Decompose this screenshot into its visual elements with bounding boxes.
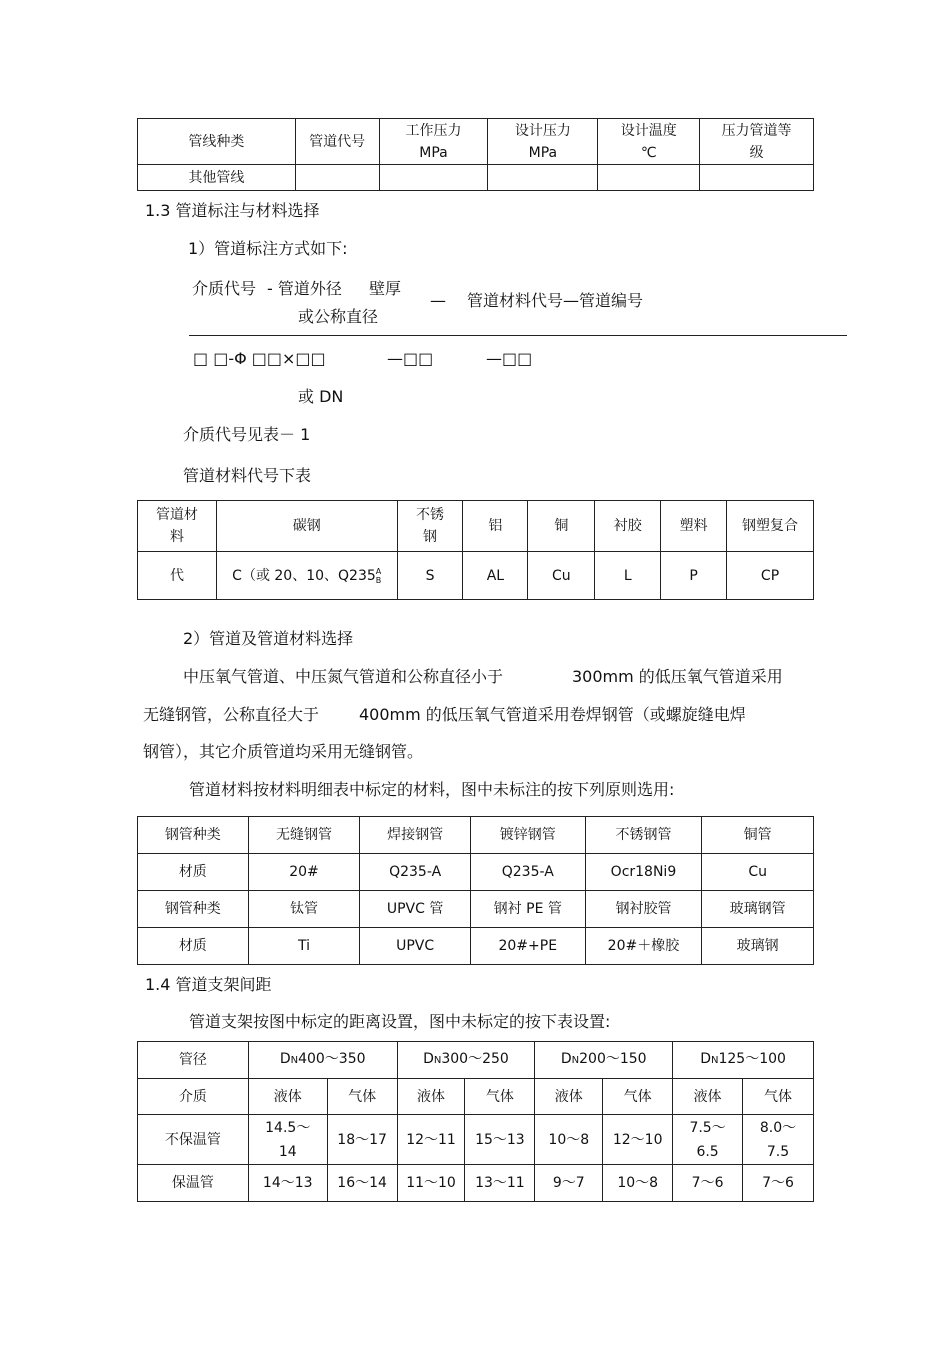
table-cell: 气体 <box>327 1079 397 1115</box>
support-paragraph: 管道支架按图中标定的距离设置，图中未标定的按下表设置: <box>189 1012 611 1031</box>
section-heading-1-4: 1.4 管道支架间距 <box>145 975 272 994</box>
header-plastic: 塑料 <box>661 501 727 552</box>
header-steel-plastic: 钢塑复合 <box>727 501 814 552</box>
table-cell: 钢衬 PE 管 <box>470 891 585 928</box>
table-cell: L <box>595 552 661 600</box>
table-cell: 其他管线 <box>138 165 296 191</box>
table-cell: 20#＋橡胶 <box>585 928 702 965</box>
label-diameter: 管径 <box>138 1042 249 1079</box>
table-cell: 钛管 <box>248 891 360 928</box>
table-cell: 14～13 <box>248 1165 327 1202</box>
table-cell <box>488 165 598 191</box>
label-bare-pipe: 不保温管 <box>138 1115 249 1165</box>
group-header: DN400～350 <box>248 1042 397 1079</box>
table-cell: Ti <box>248 928 360 965</box>
group-header: DN300～250 <box>397 1042 535 1079</box>
formula-wall: 壁厚 <box>369 279 402 298</box>
table-cell: 液体 <box>248 1079 327 1115</box>
table-cell: S <box>397 552 463 600</box>
header-working-pressure: 工作压力 MPa <box>379 119 488 165</box>
formula-material-number: 管道材料代号—管道编号 <box>467 291 644 310</box>
header-material: 管道材 料 <box>138 501 217 552</box>
table-cell: 14.5～ 14 <box>248 1115 327 1165</box>
table-cell: 16～14 <box>327 1165 397 1202</box>
table-cell: 无缝钢管 <box>248 817 360 854</box>
table-cell: 钢衬胶管 <box>585 891 702 928</box>
formula-dash: — <box>430 291 446 310</box>
formula-or-dn: 或 DN <box>298 387 344 406</box>
header-pressure-grade: 压力管道等 级 <box>700 119 814 165</box>
item-2: 2）管道及管道材料选择 <box>183 629 354 648</box>
support-spacing-table <box>137 1041 814 1202</box>
table-cell: 铜管 <box>702 817 814 854</box>
table-cell <box>700 165 814 191</box>
item-1: 1）管道标注方式如下: <box>188 239 348 258</box>
table-cell: 材质 <box>138 854 249 891</box>
table-cell: Q235-A <box>360 854 471 891</box>
paragraph-line: 中压氧气管道、中压氮气管道和公称直径小于 <box>183 667 504 686</box>
formula-medium: 介质代号 <box>192 279 257 298</box>
header-carbon-steel: 碳钢 <box>216 501 397 552</box>
table-cell: 钢管种类 <box>138 817 249 854</box>
formula-or-nominal: 或公称直径 <box>298 307 379 326</box>
table-cell: 20# <box>248 854 360 891</box>
material-code-table <box>137 500 814 600</box>
table-cell: 20#+PE <box>470 928 585 965</box>
table-cell: 代 <box>138 552 217 600</box>
paragraph-line: 管道材料按材料明细表中标定的材料，图中未标注的按下列原则选用: <box>189 780 675 799</box>
table-cell <box>295 165 379 191</box>
formula-outer-diameter: - 管道外径 <box>267 279 342 298</box>
table-cell: Ocr18Ni9 <box>585 854 702 891</box>
paragraph-line: 无缝钢管，公称直径大于 <box>143 705 320 724</box>
group-header: DN200～150 <box>535 1042 673 1079</box>
table-cell: Cu <box>702 854 814 891</box>
table-cell: 液体 <box>397 1079 465 1115</box>
table-cell: 液体 <box>673 1079 743 1115</box>
table-cell: 焊接钢管 <box>360 817 471 854</box>
label-insulated-pipe: 保温管 <box>138 1165 249 1202</box>
section-heading-1-3: 1.3 管道标注与材料选择 <box>145 201 320 220</box>
formula-boxes-a: □ □-Φ □□×□□ <box>193 349 326 368</box>
table-cell: 气体 <box>743 1079 814 1115</box>
paragraph-line: 300mm 的低压氧气管道采用 <box>572 667 783 686</box>
table-cell: 镀锌钢管 <box>470 817 585 854</box>
table-cell: C（或 20、10、Q235A B <box>216 552 397 600</box>
group-header: DN125～100 <box>673 1042 814 1079</box>
table-cell: 气体 <box>465 1079 535 1115</box>
table-cell: 钢管种类 <box>138 891 249 928</box>
steel-pipe-table <box>137 816 814 965</box>
table-cell <box>379 165 488 191</box>
pipe-class-table <box>137 118 814 191</box>
table-cell: 不锈钢管 <box>585 817 702 854</box>
header-copper: 铜 <box>528 501 595 552</box>
header-pipe-code: 管道代号 <box>295 119 379 165</box>
table-cell: 气体 <box>603 1079 673 1115</box>
table-cell: 7～6 <box>673 1165 743 1202</box>
formula-divider <box>189 335 847 336</box>
header-aluminum: 铝 <box>463 501 528 552</box>
table-cell: Q235-A <box>470 854 585 891</box>
table-cell <box>598 165 700 191</box>
paragraph-line: 钢管），其它介质管道均采用无缝钢管。 <box>143 742 424 761</box>
table-cell: 10～8 <box>603 1165 673 1202</box>
medium-code-reference: 介质代号见表－ 1 <box>183 425 311 444</box>
table-cell: Cu <box>528 552 595 600</box>
table-cell: 10～8 <box>535 1115 603 1165</box>
table-cell: 8.0～ 7.5 <box>743 1115 814 1165</box>
table-cell: 7.5～ 6.5 <box>673 1115 743 1165</box>
table-cell: UPVC <box>360 928 471 965</box>
table-cell: UPVC 管 <box>360 891 471 928</box>
header-design-pressure: 设计压力 MPa <box>488 119 598 165</box>
header-rubber-lined: 衬胶 <box>595 501 661 552</box>
header-design-temperature: 设计温度 ℃ <box>598 119 700 165</box>
formula-boxes-c: —□□ <box>486 349 533 368</box>
table-cell: 玻璃钢管 <box>702 891 814 928</box>
table-cell: 材质 <box>138 928 249 965</box>
material-table-title: 管道材料代号下表 <box>183 466 312 485</box>
label-medium: 介质 <box>138 1079 249 1115</box>
table-cell: 7～6 <box>743 1165 814 1202</box>
table-cell: CP <box>727 552 814 600</box>
table-cell: 9～7 <box>535 1165 603 1202</box>
table-cell: 12～11 <box>397 1115 465 1165</box>
table-cell: 液体 <box>535 1079 603 1115</box>
table-cell: 13～11 <box>465 1165 535 1202</box>
table-cell: 18～17 <box>327 1115 397 1165</box>
table-cell: 12～10 <box>603 1115 673 1165</box>
table-cell: 11～10 <box>397 1165 465 1202</box>
formula-boxes-b: —□□ <box>387 349 434 368</box>
table-cell: P <box>661 552 727 600</box>
paragraph-line: 400mm 的低压氧气管道采用卷焊钢管（或螺旋缝电焊 <box>359 705 746 724</box>
header-line-type: 管线种类 <box>138 119 296 165</box>
table-cell: 玻璃钢 <box>702 928 814 965</box>
table-cell: AL <box>463 552 528 600</box>
header-stainless: 不锈 钢 <box>397 501 463 552</box>
table-cell: 15～13 <box>465 1115 535 1165</box>
